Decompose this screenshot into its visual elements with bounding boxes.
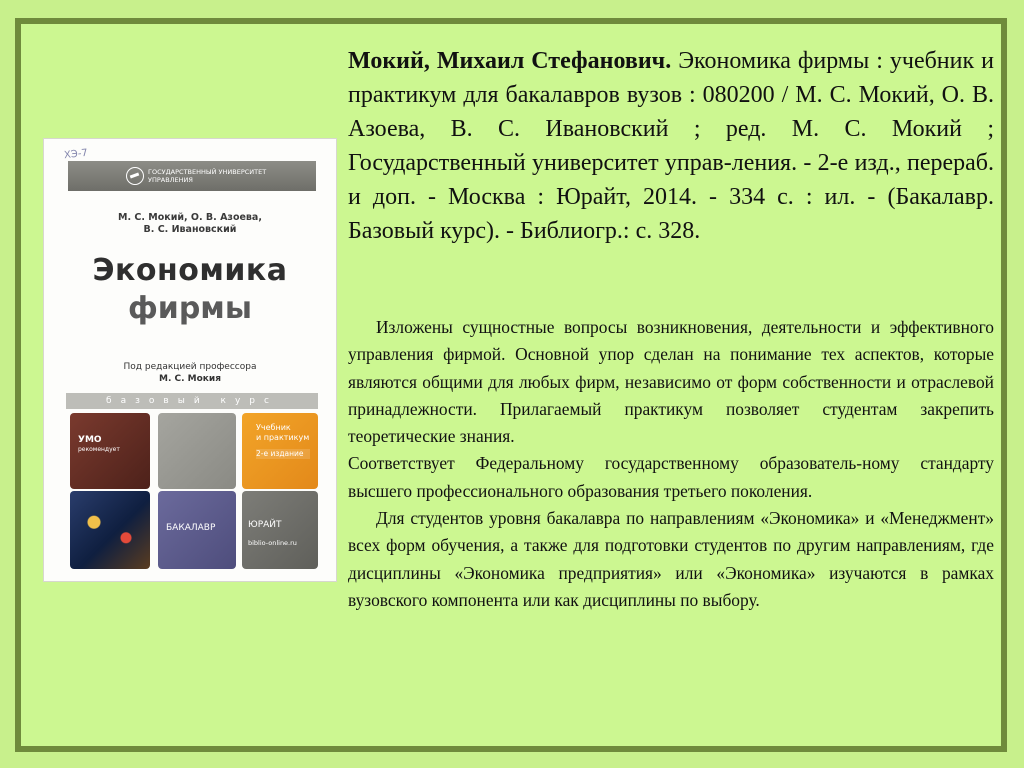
publisher-banner: [68, 161, 316, 191]
tile-textbook-line2: и практикум: [256, 433, 310, 442]
bibliographic-citation: [348, 44, 994, 248]
tile-umo-sub: рекомендует: [78, 446, 120, 453]
cover-authors-line1: М. С. Мокий, О. В. Азоева,: [118, 212, 262, 223]
tile-publisher-name: ЮРАЙТ: [248, 520, 282, 530]
university-logo-icon: [126, 167, 144, 185]
tile-bachelor: БАКАЛАВР: [158, 491, 236, 569]
tile-publisher-site: biblio-online.ru: [248, 539, 297, 547]
tile-umo-title: УМО: [78, 435, 102, 445]
cover-editor-line2: М. С. Мокия: [159, 374, 221, 384]
cover-authors-line2: В. С. Ивановский: [143, 224, 237, 235]
cover-authors: [44, 212, 336, 236]
abstract-paragraph-3: Для студентов уровня бакалавра по направлениям «Экономика» и «Менеджмент» всех форм обучения, а также для подготовки студентов по другим направлениям, где дисциплины «Экономика предприятия» или «Экономика» изучаются в рамках вузовского компонента или как дисциплины по выбору.: [348, 508, 994, 610]
tile-textbook-line1: Учебник: [256, 423, 291, 432]
book-cover: [44, 139, 336, 581]
banner-line1: ГОСУДАРСТВЕННЫЙ УНИВЕРСИТЕТ: [148, 168, 267, 176]
cover-series-strip: базовый курс: [66, 393, 318, 409]
cover-editor: [44, 361, 336, 385]
tile-textbook: [242, 413, 318, 489]
cover-title-sub: фирмы: [128, 291, 252, 326]
citation-author: Мокий, Михаил Стефанович.: [348, 48, 672, 74]
tile-photo: [70, 491, 150, 569]
citation-body: Экономика фирмы : учебник и практикум для бакалавров вузов : 080200 / М. С. Мокий, О. В. Азоева, В. С. Ивановский ; ред. М. С. Мокий ; Государственный университет управ-ления. - 2-е изд., перераб. и доп. - Москва : Юрайт, 2014. - 334 с. : ил. - (Бакалавр. Базовый курс). - Библиогр.: с. 328.: [348, 48, 995, 244]
book-abstract: [348, 314, 994, 614]
banner-line2: УПРАВЛЕНИЯ: [148, 176, 193, 184]
cover-editor-line1: Под редакцией профессора: [123, 362, 257, 372]
handwritten-mark: ХЭ-7: [63, 147, 89, 162]
abstract-paragraph-1: Изложены сущностные вопросы возникновения, деятельности и эффективного управления фирмой. Основной упор сделан на понимание тех аспектов, которые являются общими для любых фирм, независимо от форм собственности и отраслевой принадлежности. Прилагаемый практикум позволяет студентам закрепить теоретические знания.: [348, 317, 994, 447]
abstract-paragraph-2: Соответствует Федеральному государственному образователь-ному стандарту высшего профессионального образования третьего поколения.: [348, 453, 994, 501]
tile-publisher: [242, 491, 318, 569]
tile-umo: [70, 413, 150, 489]
tile-edition: 2-е издание: [256, 449, 310, 459]
tile-gray: [158, 413, 236, 489]
cover-title-main: Экономика: [92, 253, 288, 288]
